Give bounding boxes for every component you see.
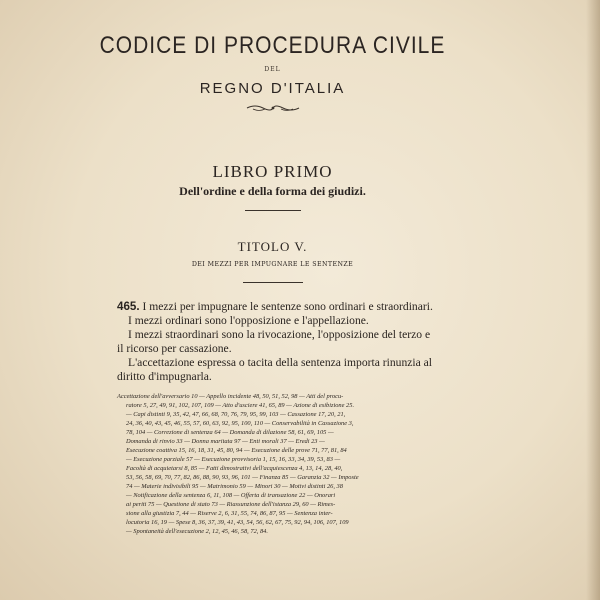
index-line: — Notificazione della sentenza 6, 11, 108 — Offerta di transazione 22 — Onorari — [126, 492, 336, 499]
page-title: CODICE DI PROCEDURA CIVILE — [99, 32, 446, 59]
page-edge-shadow — [586, 0, 600, 600]
index-line: Accettazione dell'avversario 10 — Appello incidente 48, 50, 51, 52, 98 — Atti del procu- — [117, 393, 344, 400]
index-line: Esecuzione coattiva 15, 16, 18, 31, 45, 80, 94 — Esecuzione delle prove 71, 77, 81, 84 — [126, 447, 347, 454]
article-line: L'accettazione espressa o tacita della sentenza importa rinunzia al — [128, 356, 433, 369]
libro-heading: LIBRO PRIMO — [212, 162, 333, 181]
index-line: 78, 104 — Correzione di sentenza 64 — Domanda di dilazione 58, 61, 69, 105 — — [126, 429, 334, 436]
index-line: 74 — Materie indivisibili 95 — Matrimonio 59 — Minori 30 — Motivi distinti 26, 38 — [126, 483, 343, 490]
index-line: — Spontaneità dell'esecuzione 2, 12, 45, 46, 58, 72, 84. — [126, 528, 268, 535]
ornament-icon — [245, 103, 301, 113]
index-line: ai periti 75 — Questione di stato 73 — Riassunzione dell'istanza 29, 60 — Rimes- — [126, 501, 336, 508]
article-line: diritto d'impugnarla. — [117, 370, 212, 383]
index-line: — Esecuzione parziale 57 — Esecuzione provvisoria 1, 15, 16, 33, 34, 39, 53, 83 — — [126, 456, 341, 463]
article-line: I mezzi straordinari sono la rivocazione, l'opposizione del terzo e — [128, 328, 431, 341]
title-regno: REGNO D'ITALIA — [199, 80, 346, 97]
titolo-subtitle: DEI MEZZI PER IMPUGNARE LE SENTENZE — [191, 261, 354, 268]
index-line: — Capi distinti 9, 35, 42, 47, 66, 68, 70, 76, 79, 95, 99, 103 — Cassazione 17, 20, 21, — [126, 411, 346, 418]
article-line: 465. I mezzi per impugnare le sentenze sono ordinari e straordinari. — [117, 300, 433, 313]
index-line: 24, 36, 40, 43, 45, 46, 55, 57, 60, 63, 92, 95, 100, 110 — Conservabilità in Cassazione 3, — [126, 420, 354, 427]
index-line: locutoria 16, 19 — Spese 8, 36, 37, 39, 41, 43, 54, 56, 62, 67, 75, 92, 94, 106, 107, 109 — [126, 519, 349, 526]
title-del: DEL — [264, 66, 281, 73]
index-line: 53, 56, 58, 69, 70, 77, 82, 86, 88, 90, 93, 96, 101 — Finanza 85 — Garanzia 32 — Imposte — [126, 474, 359, 481]
article-line: I mezzi ordinari sono l'opposizione e l'appellazione. — [128, 314, 369, 327]
index-line: Facoltà di acquietarsi 8, 85 — Fatti dimostrativi dell'acquiescenza 4, 13, 14, 28, 40, — [126, 465, 343, 472]
divider — [243, 282, 303, 283]
index-line: ratore 5, 27, 49, 91, 102, 107, 109 — Atto d'usciere 41, 65, 89 — Azione di esibizione 25. — [126, 402, 355, 409]
index-line: sione alla giustizia 7, 44 — Riserve 2, 6, 31, 55, 74, 86, 87, 95 — Sentenza inter- — [126, 510, 333, 517]
index-line: Domanda di rinvio 33 — Donna maritata 97 — Enti morali 37 — Eredi 23 — — [126, 438, 325, 445]
article-line: il ricorso per cassazione. — [117, 342, 232, 355]
article-number: 465. — [117, 300, 140, 313]
divider — [245, 210, 301, 211]
titolo-heading: TITOLO V. — [237, 239, 308, 254]
libro-subtitle: Dell'ordine e della forma dei giudizi. — [179, 184, 366, 198]
